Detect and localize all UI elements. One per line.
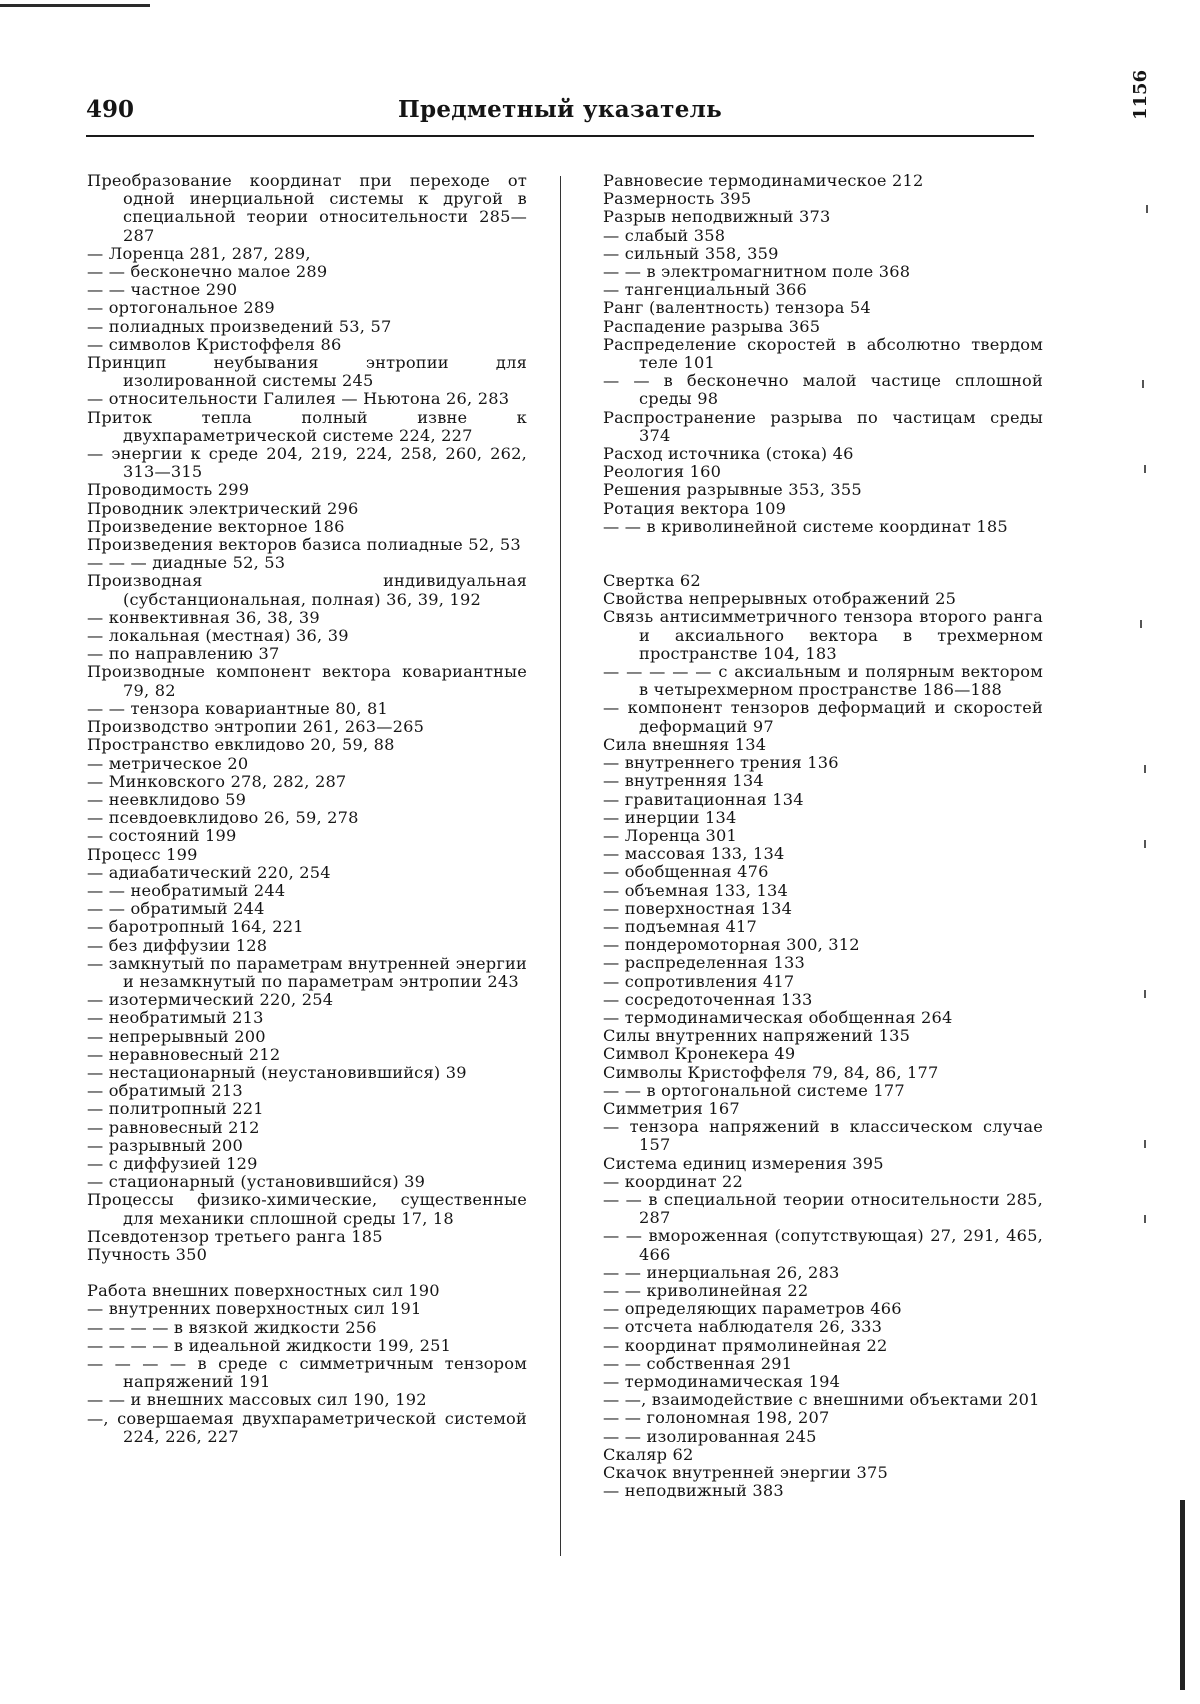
index-subentry: — — — диадные 52, 53: [87, 553, 286, 573]
index-subentry: — — обратимый 244: [87, 899, 265, 919]
index-subentry: — распределенная 133: [603, 953, 806, 973]
index-entry: Производная индивидуальная (субстанциональная, полная) 36, 39, 192: [87, 571, 527, 609]
index-entry: Расход источника (стока) 46: [603, 444, 854, 464]
index-subentry: — — тензора ковариантные 80, 81: [87, 698, 388, 718]
index-subentry: — пондеромоторная 300, 312: [603, 935, 860, 955]
margin-handwritten-note: 1156: [1130, 69, 1151, 120]
index-subentry: — координат 22: [603, 1171, 743, 1191]
index-subentry: — инерции 134: [603, 807, 737, 827]
index-subentry: — тензора напряжений в классическом случае 157: [603, 1117, 1043, 1155]
index-subentry: — внутренняя 134: [603, 771, 764, 791]
index-subentry: — по направлению 37: [87, 644, 280, 664]
entry-gap: [603, 536, 1043, 554]
index-subentry: — — в бесконечно малой частице сплошной среды 98: [603, 371, 1043, 409]
index-subentry: — метрическое 20: [87, 753, 249, 773]
margin-tick: [1140, 620, 1142, 628]
running-title: Предметный указатель: [397, 96, 723, 123]
index-entry: Ранг (валентность) тензора 54: [603, 298, 871, 318]
index-subentry: — —, взаимодействие с внешними объектами 201: [603, 1390, 1040, 1410]
index-subentry: — координат прямолинейная 22: [603, 1335, 888, 1355]
index-entry: Проводник электрический 296: [87, 498, 359, 518]
entry-gap: [87, 1264, 527, 1282]
index-subentry: — замкнутый по параметрам внутренней энергии и незамкнутый по параметрам энтропии 243: [87, 953, 527, 991]
margin-tick: [1146, 205, 1148, 213]
index-subentry: — — инерциальная 26, 283: [603, 1262, 840, 1282]
scan-margin-marks: [1124, 0, 1200, 1704]
index-subentry: — — в ортогональной системе 177: [603, 1080, 905, 1100]
index-entry: Система единиц измерения 395: [603, 1153, 884, 1173]
index-subentry: — — вмороженная (сопутствующая) 27, 291, 465, 466: [603, 1226, 1043, 1264]
margin-tick: [1144, 765, 1146, 773]
index-subentry: — изотермический 220, 254: [87, 990, 334, 1010]
index-subentry: — определяющих параметров 466: [603, 1299, 902, 1319]
index-entry: Пучность 350: [87, 1244, 208, 1264]
index-entry: Распространение разрыва по частицам среды 374: [603, 407, 1043, 445]
index-entry: Симметрия 167: [603, 1098, 740, 1118]
margin-tick: [1144, 1140, 1146, 1148]
index-entry: Производство энтропии 261, 263—265: [87, 717, 425, 737]
index-subentry: — обобщенная 476: [603, 862, 769, 882]
index-subentry: — внутреннего трения 136: [603, 753, 839, 773]
margin-tick: [1142, 380, 1144, 388]
margin-tick: [1144, 990, 1146, 998]
column-divider: [560, 176, 561, 1556]
index-subentry: — — — — в среде с симметричным тензором напряжений 191: [87, 1354, 527, 1392]
index-entry: Пространство евклидово 20, 59, 88: [87, 735, 395, 755]
index-subentry: — с диффузией 129: [87, 1153, 258, 1173]
index-subentry: — тангенциальный 366: [603, 280, 808, 300]
index-subentry: — — необратимый 244: [87, 880, 286, 900]
index-entry: Размерность 395: [603, 189, 752, 209]
index-entry: Производные компонент вектора ковариантные 79, 82: [87, 662, 527, 700]
index-subentry: — локальная (местная) 36, 39: [87, 626, 349, 646]
index-entry: Произведения векторов базиса полиадные 52, 53: [87, 535, 521, 555]
index-subentry: — отсчета наблюдателя 26, 333: [603, 1317, 883, 1337]
scan-edge-bar: [1180, 1500, 1185, 1690]
index-subentry: — — изолированная 245: [603, 1426, 817, 1446]
index-entry: Скаляр 62: [603, 1444, 694, 1464]
index-subentry: — конвективная 36, 38, 39: [87, 607, 320, 627]
index-entry: Псевдотензор третьего ранга 185: [87, 1226, 383, 1246]
index-entry: Силы внутренних напряжений 135: [603, 1026, 911, 1046]
index-subentry: — непрерывный 200: [87, 1026, 266, 1046]
index-subentry: — поверхностная 134: [603, 898, 793, 918]
entry-gap: [603, 554, 1043, 572]
index-entry: Распределение скоростей в абсолютно твердом теле 101: [603, 334, 1043, 373]
index-subentry: — нестационарный (неустановившийся) 39: [87, 1062, 467, 1082]
index-subentry: — — частное 290: [87, 280, 238, 300]
index-entry: Решения разрывные 353, 355: [603, 480, 862, 500]
index-subentry: — внутренних поверхностных сил 191: [87, 1299, 422, 1319]
index-entry: Преобразование координат при переходе от одной инерциальной системы к другой в специальной теории относительности 285—287: [87, 171, 527, 245]
index-entry: Скачок внутренней энергии 375: [603, 1463, 888, 1483]
index-entry: Произведение векторное 186: [87, 516, 345, 536]
scan-artifact-line: [0, 4, 150, 7]
index-subentry: — — в криволинейной системе координат 185: [603, 516, 1008, 536]
index-subentry: — адиабатический 220, 254: [87, 862, 331, 882]
index-subentry: — массовая 133, 134: [603, 844, 785, 864]
index-subentry: — компонент тензоров деформаций и скоростей деформаций 97: [603, 698, 1043, 736]
index-subentry: — сильный 358, 359: [603, 243, 779, 263]
index-subentry: — — криволинейная 22: [603, 1280, 809, 1300]
index-subentry: — — голономная 198, 207: [603, 1408, 830, 1428]
index-subentry: — Лоренца 281, 287, 289,: [87, 243, 311, 263]
index-subentry: — баротропный 164, 221: [87, 917, 304, 937]
index-subentry: — ортогональное 289: [87, 298, 275, 318]
index-subentry: — Минковского 278, 282, 287: [87, 771, 347, 791]
index-subentry: — разрывный 200: [87, 1135, 244, 1155]
index-subentry: — равновесный 212: [87, 1117, 260, 1137]
index-subentry: — полиадных произведений 53, 57: [87, 316, 392, 336]
index-subentry: — — в электромагнитном поле 368: [603, 262, 911, 282]
header-rule: [86, 135, 1034, 137]
index-subentry: — термодинамическая 194: [603, 1372, 841, 1391]
index-entry: Разрыв неподвижный 373: [603, 207, 831, 227]
index-subentry: — — — — в идеальной жидкости 199, 251: [87, 1335, 452, 1355]
index-entry: Принцип неубывания энтропии для изолированной системы 245: [87, 353, 527, 391]
index-subentry: — неравновесный 212: [87, 1044, 281, 1064]
page-number: 490: [86, 96, 135, 123]
index-entry: Свойства непрерывных отображений 25: [603, 589, 957, 609]
index-subentry: — сопротивления 417: [603, 971, 795, 991]
index-column-left: [87, 172, 527, 1446]
index-subentry: — гравитационная 134: [603, 789, 804, 809]
index-subentry: — стационарный (установившийся) 39: [87, 1172, 426, 1192]
index-entry: Ротация вектора 109: [603, 498, 787, 518]
index-entry: Равновесие термодинамическое 212: [603, 171, 924, 190]
index-entry: Проводимость 299: [87, 480, 250, 500]
index-entry: Приток тепла полный извне к двухпараметрической системе 224, 227: [87, 407, 527, 445]
index-subentry: — псевдоевклидово 26, 59, 278: [87, 808, 359, 828]
index-subentry: — — бесконечно малое 289: [87, 262, 328, 282]
index-entry: Свертка 62: [603, 571, 701, 591]
index-subentry: — состояний 199: [87, 826, 237, 846]
index-subentry: — подъемная 417: [603, 916, 757, 936]
index-subentry: — слабый 358: [603, 225, 726, 245]
index-subentry: — — собственная 291: [603, 1353, 793, 1373]
index-entry: Сила внешняя 134: [603, 734, 767, 754]
index-entry: Процесс 199: [87, 844, 198, 864]
index-subentry: — политропный 221: [87, 1099, 264, 1119]
index-entry: Реология 160: [603, 462, 722, 482]
index-entry: Связь антисимметричного тензора второго ранга и аксиального вектора в трехмерном пространстве 104, 183: [603, 607, 1043, 663]
index-subentry: — обратимый 213: [87, 1081, 243, 1101]
index-subentry: — термодинамическая обобщенная 264: [603, 1007, 953, 1027]
margin-tick: [1144, 840, 1146, 848]
index-subentry: — без диффузии 128: [87, 935, 268, 955]
index-subentry: —, совершаемая двухпараметрической системой 224, 226, 227: [87, 1408, 527, 1446]
index-subentry: — — — — — с аксиальным и полярным вектором в четырехмерном пространстве 186—188: [603, 662, 1043, 700]
index-entry: Работа внешних поверхностных сил 190: [87, 1281, 440, 1301]
index-subentry: — энергии к среде 204, 219, 224, 258, 260, 262, 313—315: [87, 444, 527, 482]
margin-tick: [1144, 1215, 1146, 1223]
index-subentry: — относительности Галилея — Ньютона 26, 283: [87, 389, 510, 409]
index-entry: Распадение разрыва 365: [603, 316, 821, 336]
index-entry: Символы Кристоффеля 79, 84, 86, 177: [603, 1062, 939, 1082]
index-subentry: — необратимый 213: [87, 1008, 264, 1028]
index-subentry: — — и внешних массовых сил 190, 192: [87, 1390, 427, 1410]
margin-tick: [1144, 465, 1146, 473]
index-subentry: — — в специальной теории относительности 285, 287: [603, 1189, 1043, 1228]
index-subentry: — сосредоточенная 133: [603, 989, 813, 1009]
index-subentry: — Лоренца 301: [603, 825, 738, 845]
index-subentry: — неподвижный 383: [603, 1481, 784, 1501]
index-subentry: — объемная 133, 134: [603, 880, 788, 900]
index-entry: Процессы физико-химические, существенные для механики сплошной среды 17, 18: [87, 1190, 527, 1228]
index-subentry: — символов Кристоффеля 86: [87, 334, 342, 354]
index-column-right: [603, 172, 1043, 1500]
page-header: [86, 96, 1034, 132]
index-subentry: — неевклидово 59: [87, 789, 247, 809]
index-subentry: — — — — в вязкой жидкости 256: [87, 1317, 377, 1337]
index-entry: Символ Кронекера 49: [603, 1044, 796, 1064]
